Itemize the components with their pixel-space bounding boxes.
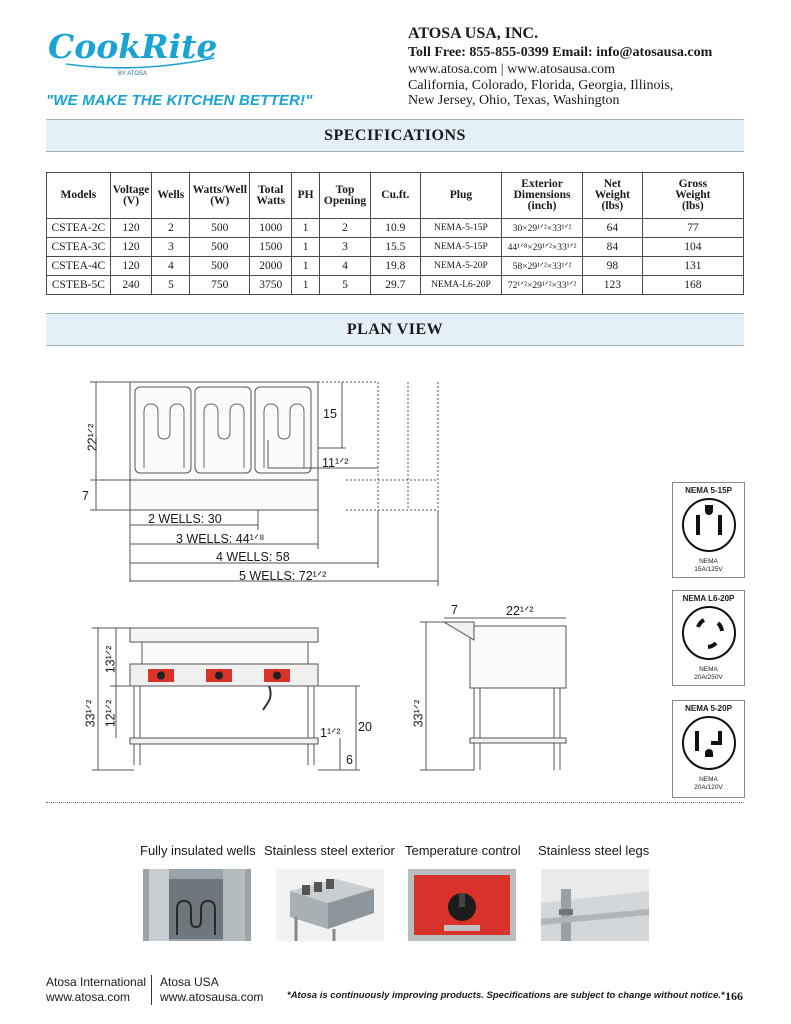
insulated-wells-photo bbox=[143, 869, 251, 941]
cell-plug: NEMA-L6-20P bbox=[420, 276, 501, 295]
cell-gross: 131 bbox=[642, 257, 743, 276]
cell-cuft: 19.8 bbox=[370, 257, 420, 276]
cell-ph: 1 bbox=[292, 219, 320, 238]
plan-view-drawing bbox=[46, 360, 744, 790]
cell-watts-well: 500 bbox=[190, 219, 250, 238]
footer-atosa-usa: Atosa USA www.atosausa.com bbox=[160, 975, 264, 1004]
cookrite-logo bbox=[46, 26, 221, 78]
cell-voltage: 120 bbox=[110, 257, 152, 276]
col-gross-weight: Gross Weight (lbs) bbox=[642, 173, 743, 219]
dim-5-wells: 5 WELLS: 72¹ᐟ² bbox=[239, 569, 327, 583]
table-row bbox=[47, 276, 744, 295]
dim-3-wells: 3 WELLS: 44¹ᐟ⁸ bbox=[176, 532, 265, 546]
cell-ph: 1 bbox=[292, 238, 320, 257]
side-view-body bbox=[470, 626, 566, 688]
stainless-legs-photo bbox=[541, 869, 649, 941]
footer-link-atosa[interactable]: www.atosa.com bbox=[46, 990, 131, 1004]
cell-gross: 168 bbox=[642, 276, 743, 295]
company-info bbox=[408, 24, 768, 109]
tagline: "WE MAKE THE KITCHEN BETTER!" bbox=[46, 92, 313, 109]
websites-line: www.atosa.com | www.atosausa.com bbox=[408, 62, 616, 77]
cell-dims: 72¹ᐟ²×29¹ᐟ²×33¹ᐟ² bbox=[502, 276, 583, 295]
dim-front-13: 13¹ᐟ² bbox=[103, 645, 118, 674]
section-divider bbox=[46, 802, 744, 803]
col-voltage: Voltage (V) bbox=[110, 173, 152, 219]
col-ph: PH bbox=[292, 173, 320, 219]
cell-model: CSTEA-3C bbox=[47, 238, 111, 257]
col-wells: Wells bbox=[152, 173, 190, 219]
cell-voltage: 120 bbox=[110, 219, 152, 238]
front-view-top bbox=[130, 628, 318, 642]
cell-top-opening: 2 bbox=[320, 219, 371, 238]
cell-watts-well: 500 bbox=[190, 238, 250, 257]
states-line-2: New Jersey, Ohio, Texas, Washington bbox=[408, 93, 620, 108]
col-plug: Plug bbox=[420, 173, 501, 219]
col-total-watts: Total Watts bbox=[250, 173, 292, 219]
dim-front-6: 6 bbox=[346, 753, 353, 767]
states-line-1: California, Colorado, Florida, Georgia, Illinois, bbox=[408, 77, 674, 93]
front-view-undershelf bbox=[130, 738, 318, 744]
dim-shelf: 7 bbox=[82, 489, 89, 503]
col-watts-well: Watts/Well (W) bbox=[190, 173, 250, 219]
cell-dims: 44¹ᐟ⁸×29¹ᐟ²×33¹ᐟ² bbox=[502, 238, 583, 257]
cell-wells: 3 bbox=[152, 238, 190, 257]
cell-model: CSTEA-2C bbox=[47, 219, 111, 238]
dim-15: 15 bbox=[323, 407, 337, 421]
front-view-well-body bbox=[142, 642, 308, 664]
feature-label-stainless-legs: Stainless steel legs bbox=[538, 843, 650, 858]
cell-cuft: 29.7 bbox=[370, 276, 420, 295]
specifications-table bbox=[46, 172, 744, 295]
col-cuft: Cu.ft. bbox=[370, 173, 420, 219]
knob-panels bbox=[148, 669, 290, 682]
col-net-weight: Net Weight (lbs) bbox=[583, 173, 643, 219]
page-number: 166 bbox=[725, 989, 743, 1003]
col-top-opening: Top Opening bbox=[320, 173, 371, 219]
nema-5-15p-card: NEMA 5-15P NEMA 15A/125V bbox=[672, 482, 745, 578]
cell-model: CSTEB-5C bbox=[47, 276, 111, 295]
dim-11-half: 11¹ᐟ² bbox=[322, 456, 349, 470]
cell-dims: 58×29¹ᐟ²×33¹ᐟ² bbox=[502, 257, 583, 276]
side-view-shelf bbox=[444, 622, 474, 640]
specifications-heading: SPECIFICATIONS bbox=[46, 119, 744, 152]
cell-ph: 1 bbox=[292, 276, 320, 295]
nema-5-15p-icon bbox=[679, 495, 739, 553]
cell-gross: 77 bbox=[642, 219, 743, 238]
dim-front-12: 12¹ᐟ² bbox=[103, 699, 118, 728]
footer-atosa-international: Atosa International www.atosa.com bbox=[46, 975, 147, 1004]
cell-net: 98 bbox=[583, 257, 643, 276]
col-models: Models bbox=[47, 173, 111, 219]
cell-top-opening: 5 bbox=[320, 276, 371, 295]
cell-dims: 30×29¹ᐟ²×33¹ᐟ² bbox=[502, 219, 583, 238]
cell-top-opening: 4 bbox=[320, 257, 371, 276]
dim-2-wells: 2 WELLS: 30 bbox=[148, 512, 222, 526]
feature-label-insulated-wells: Fully insulated wells bbox=[140, 843, 256, 858]
dim-depth: 22¹ᐟ² bbox=[85, 423, 100, 452]
table-row bbox=[47, 257, 744, 276]
footer-link-atosausa[interactable]: www.atosausa.com bbox=[160, 990, 264, 1004]
cell-cuft: 10.9 bbox=[370, 219, 420, 238]
contact-line: Toll Free: 855-855-0399 Email: info@atosausa.com bbox=[408, 45, 713, 60]
cell-voltage: 240 bbox=[110, 276, 152, 295]
cell-net: 64 bbox=[583, 219, 643, 238]
cell-total-watts: 3750 bbox=[250, 276, 292, 295]
dim-front-1-half: 1¹ᐟ² bbox=[320, 726, 341, 740]
nema-5-20p-card: NEMA 5-20P NEMA 20A/120V bbox=[672, 700, 745, 798]
dim-side-7: 7 bbox=[451, 603, 458, 617]
cell-ph: 1 bbox=[292, 257, 320, 276]
table-row bbox=[47, 238, 744, 257]
cell-model: CSTEA-4C bbox=[47, 257, 111, 276]
dim-4-wells: 4 WELLS: 58 bbox=[216, 550, 290, 564]
cell-net: 84 bbox=[583, 238, 643, 257]
nema-l6-20p-card: NEMA L6-20P NEMA 20A/250V bbox=[672, 590, 745, 686]
dim-front-33: 33¹ᐟ² bbox=[83, 699, 98, 728]
plan-view-heading: PLAN VIEW bbox=[46, 313, 744, 346]
cell-wells: 4 bbox=[152, 257, 190, 276]
cell-plug: NEMA-5-15P bbox=[420, 219, 501, 238]
stainless-exterior-photo bbox=[276, 869, 384, 941]
feature-label-stainless-exterior: Stainless steel exterior bbox=[264, 843, 395, 858]
technical-drawing bbox=[46, 360, 744, 790]
cell-wells: 2 bbox=[152, 219, 190, 238]
cell-cuft: 15.5 bbox=[370, 238, 420, 257]
cell-net: 123 bbox=[583, 276, 643, 295]
dim-side-33: 33¹ᐟ² bbox=[411, 699, 426, 728]
logo-sub: BY ATOSA bbox=[118, 71, 148, 77]
logo-text: CookRite bbox=[48, 27, 218, 66]
cell-top-opening: 3 bbox=[320, 238, 371, 257]
nema-5-20p-icon bbox=[679, 713, 739, 771]
cell-total-watts: 2000 bbox=[250, 257, 292, 276]
company-name: ATOSA USA, INC. bbox=[408, 25, 539, 42]
cell-watts-well: 750 bbox=[190, 276, 250, 295]
cell-total-watts: 1500 bbox=[250, 238, 292, 257]
cell-wells: 5 bbox=[152, 276, 190, 295]
nema-l6-20p-icon bbox=[679, 603, 739, 661]
footer-divider bbox=[151, 975, 152, 1005]
temperature-control-photo bbox=[408, 869, 516, 941]
table-header-row bbox=[47, 173, 744, 219]
top-view-shelf bbox=[130, 480, 318, 510]
cell-voltage: 120 bbox=[110, 238, 152, 257]
cell-gross: 104 bbox=[642, 238, 743, 257]
cell-plug: NEMA-5-20P bbox=[420, 257, 501, 276]
feature-label-temperature-control: Temperature control bbox=[405, 843, 521, 858]
disclaimer: *Atosa is continuously improving products. Specifications are subject to change without notice.* bbox=[287, 990, 725, 1001]
cell-total-watts: 1000 bbox=[250, 219, 292, 238]
dim-side-22: 22¹ᐟ² bbox=[506, 604, 534, 618]
table-row bbox=[47, 219, 744, 238]
dim-front-20: 20 bbox=[358, 720, 372, 734]
col-ext-dims: Exterior Dimensions (inch) bbox=[502, 173, 583, 219]
cell-plug: NEMA-5-15P bbox=[420, 238, 501, 257]
cell-watts-well: 500 bbox=[190, 257, 250, 276]
